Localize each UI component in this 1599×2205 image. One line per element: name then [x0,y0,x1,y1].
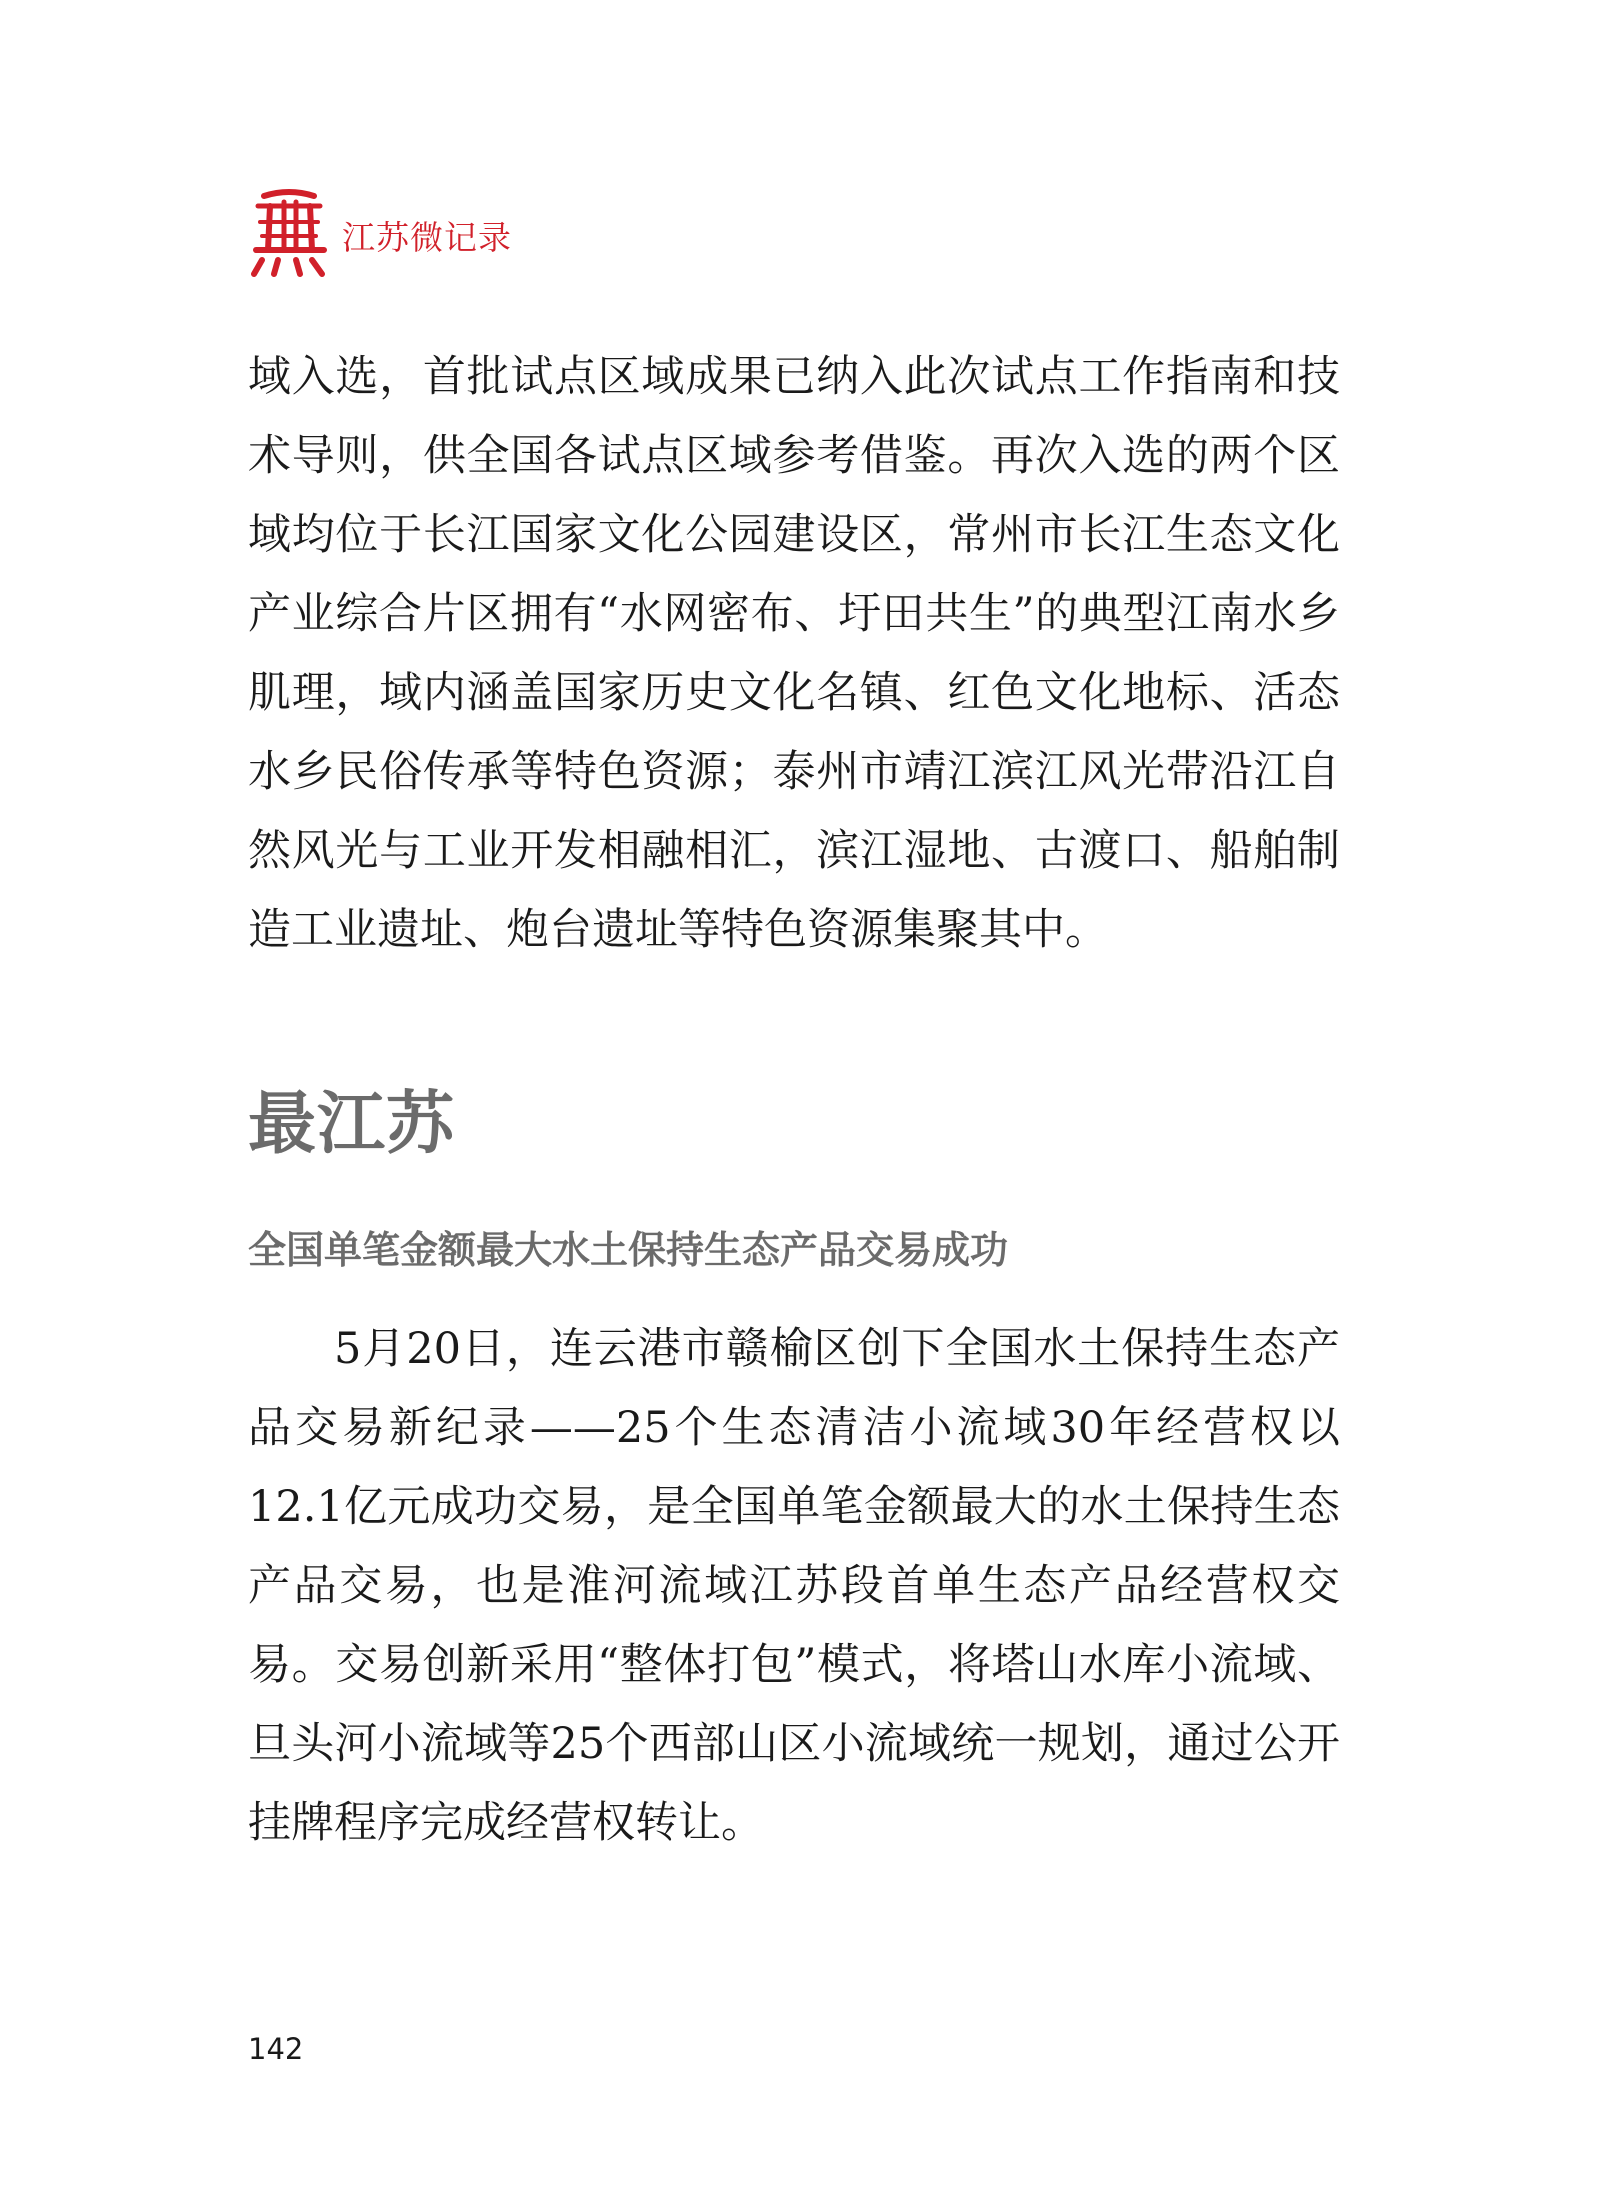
section-title: 最江苏 [248,1085,456,1164]
page-header [248,186,512,278]
article-subheading: 全国单笔金额最大水土保持生态产品交易成功 [248,1227,1009,1272]
article-paragraph: 5月20日，连云港市赣榆区创下全国水土保持生态产品交易新纪录——25个生态清洁小流域30年经营权以12.1亿元成功交易，是全国单笔金额最大的水土保持生态产品交易，也是淮河流域江苏段首单生态产品经营权交易。交易创新采用“整体打包”模式，将塔山水库小流域、旦头河小流域等25个西部山区小流域统一规划，通过公开挂牌程序完成经营权转让。 [248,1324,1340,1848]
brand-title: 江苏微记录 [342,217,512,257]
page-number: 142 [248,2032,304,2066]
seal-logo-icon [248,186,330,278]
body-paragraph: 域入选，首批试点区域成果已纳入此次试点工作指南和技术导则，供全国各试点区域参考借鉴。再次入选的两个区域均位于长江国家文化公园建设区，常州市长江生态文化产业综合片区拥有“水网密布、圩田共生”的典型江南水乡肌理，域内涵盖国家历史文化名镇、红色文化地标、活态水乡民俗传承等特色资源；泰州市靖江滨江风光带沿江自然风光与工业开发相融相汇，滨江湿地、古渡口、船舶制造工业遗址、炮台遗址等特色资源集聚其中。 [248,352,1340,955]
